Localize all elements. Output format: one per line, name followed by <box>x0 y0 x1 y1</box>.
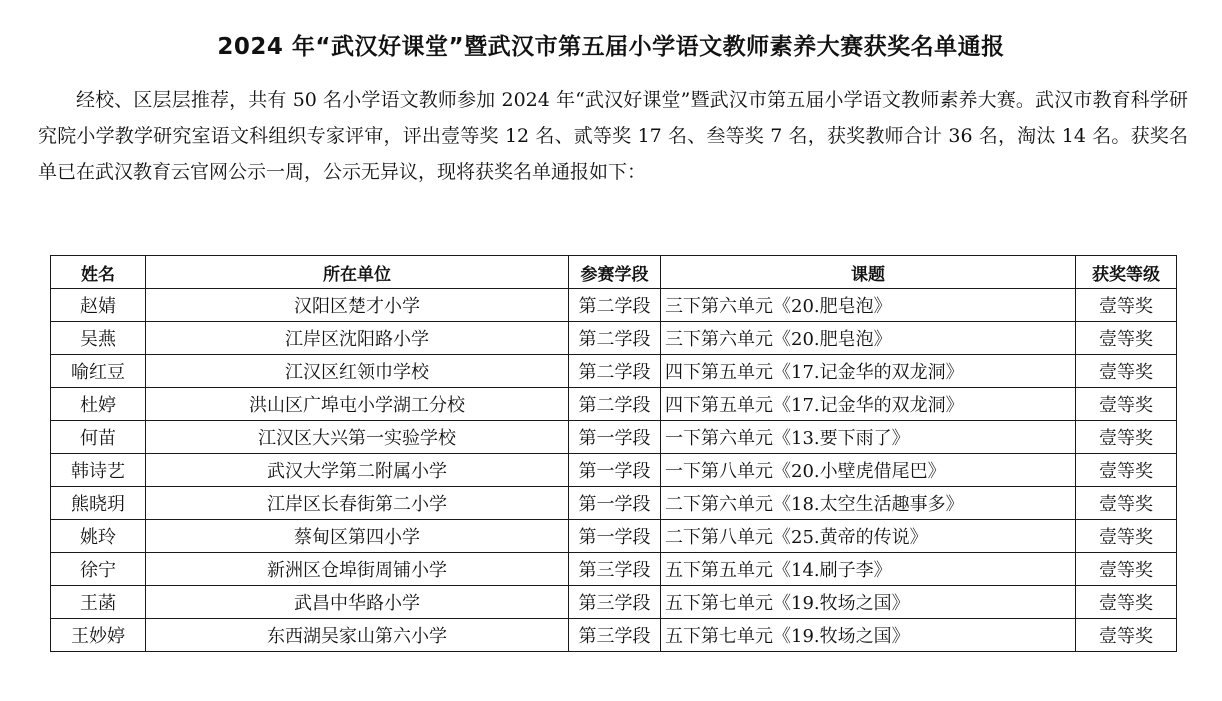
cell-name: 吴燕 <box>51 322 146 355</box>
header-stage: 参赛学段 <box>569 256 661 289</box>
cell-unit: 江汉区大兴第一实验学校 <box>146 421 569 454</box>
cell-name: 赵婧 <box>51 289 146 322</box>
table-header-row <box>51 256 1177 289</box>
header-level: 获奖等级 <box>1076 256 1177 289</box>
cell-unit: 新洲区仓埠街周铺小学 <box>146 553 569 586</box>
cell-stage: 第一学段 <box>569 454 661 487</box>
cell-level: 壹等奖 <box>1076 388 1177 421</box>
cell-level: 壹等奖 <box>1076 454 1177 487</box>
cell-unit: 东西湖吴家山第六小学 <box>146 619 569 652</box>
cell-name: 王妙婷 <box>51 619 146 652</box>
cell-name: 杜婷 <box>51 388 146 421</box>
table-row <box>51 454 1177 487</box>
cell-topic: 五下第七单元《19.牧场之国》 <box>661 586 1076 619</box>
header-unit: 所在单位 <box>146 256 569 289</box>
cell-name: 何苗 <box>51 421 146 454</box>
cell-stage: 第一学段 <box>569 487 661 520</box>
table-row <box>51 355 1177 388</box>
cell-name: 姚玲 <box>51 520 146 553</box>
document-title: 2024 年“武汉好课堂”暨武汉市第五届小学语文教师素养大赛获奖名单通报 <box>217 34 1005 60</box>
cell-unit: 蔡甸区第四小学 <box>146 520 569 553</box>
cell-stage: 第一学段 <box>569 421 661 454</box>
cell-topic: 四下第五单元《17.记金华的双龙洞》 <box>661 355 1076 388</box>
cell-name: 徐宁 <box>51 553 146 586</box>
cell-topic: 二下第八单元《25.黄帝的传说》 <box>661 520 1076 553</box>
award-table <box>50 255 1177 652</box>
cell-unit: 武昌中华路小学 <box>146 586 569 619</box>
cell-level: 壹等奖 <box>1076 289 1177 322</box>
cell-unit: 江汉区红领巾学校 <box>146 355 569 388</box>
cell-stage: 第三学段 <box>569 586 661 619</box>
cell-name: 王菡 <box>51 586 146 619</box>
cell-unit: 洪山区广埠屯小学湖工分校 <box>146 388 569 421</box>
cell-topic: 三下第六单元《20.肥皂泡》 <box>661 289 1076 322</box>
cell-stage: 第三学段 <box>569 553 661 586</box>
cell-unit: 江岸区沈阳路小学 <box>146 322 569 355</box>
cell-level: 壹等奖 <box>1076 487 1177 520</box>
cell-level: 壹等奖 <box>1076 586 1177 619</box>
cell-unit: 汉阳区楚才小学 <box>146 289 569 322</box>
cell-level: 壹等奖 <box>1076 322 1177 355</box>
cell-name: 喻红豆 <box>51 355 146 388</box>
cell-topic: 五下第五单元《14.刷子李》 <box>661 553 1076 586</box>
cell-name: 韩诗艺 <box>51 454 146 487</box>
cell-stage: 第一学段 <box>569 520 661 553</box>
table-row <box>51 388 1177 421</box>
table-row <box>51 553 1177 586</box>
intro-text: 经校、区层层推荐，共有 50 名小学语文教师参加 2024 年“武汉好课堂”暨武汉市第五届小学语文教师素养大赛。武汉市教育科学研究院小学教学研究室语文科组织专家评审，评出壹等奖 12 名、贰等奖 17 名、叁等奖 7 名，获奖教师合计 36 名，淘汰 14 名。获奖名单已在武汉教育云官网公示一周，公示无异议，现将获奖名单通报如下： <box>38 89 1188 183</box>
table-row <box>51 289 1177 322</box>
cell-topic: 二下第六单元《18.太空生活趣事多》 <box>661 487 1076 520</box>
cell-level: 壹等奖 <box>1076 619 1177 652</box>
table-row <box>51 487 1177 520</box>
cell-stage: 第二学段 <box>569 388 661 421</box>
header-name: 姓名 <box>51 256 146 289</box>
cell-topic: 一下第八单元《20.小壁虎借尾巴》 <box>661 454 1076 487</box>
cell-level: 壹等奖 <box>1076 421 1177 454</box>
cell-stage: 第二学段 <box>569 355 661 388</box>
header-topic: 课题 <box>661 256 1076 289</box>
cell-unit: 江岸区长春街第二小学 <box>146 487 569 520</box>
cell-topic: 四下第五单元《17.记金华的双龙洞》 <box>661 388 1076 421</box>
table-row <box>51 322 1177 355</box>
cell-level: 壹等奖 <box>1076 553 1177 586</box>
table-row <box>51 421 1177 454</box>
cell-unit: 武汉大学第二附属小学 <box>146 454 569 487</box>
cell-level: 壹等奖 <box>1076 355 1177 388</box>
cell-name: 熊晓玥 <box>51 487 146 520</box>
award-table-body <box>51 289 1177 652</box>
table-row <box>51 619 1177 652</box>
intro-paragraph <box>38 82 1188 190</box>
table-row <box>51 520 1177 553</box>
cell-stage: 第二学段 <box>569 322 661 355</box>
cell-level: 壹等奖 <box>1076 520 1177 553</box>
cell-topic: 五下第七单元《19.牧场之国》 <box>661 619 1076 652</box>
cell-topic: 一下第六单元《13.要下雨了》 <box>661 421 1076 454</box>
table-row <box>51 586 1177 619</box>
cell-stage: 第二学段 <box>569 289 661 322</box>
cell-topic: 三下第六单元《20.肥皂泡》 <box>661 322 1076 355</box>
cell-stage: 第三学段 <box>569 619 661 652</box>
